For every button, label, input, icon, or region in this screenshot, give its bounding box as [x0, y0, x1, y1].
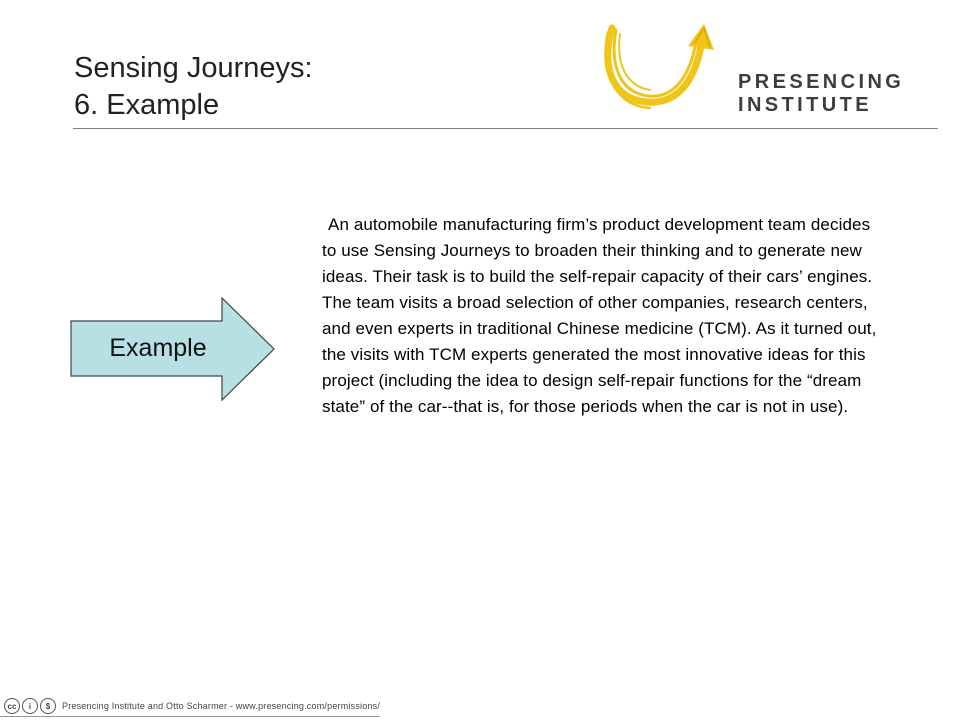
page-title-line-2: 6. Example	[74, 89, 220, 121]
presencing-logo-icon	[598, 20, 728, 115]
page-title-line-1: Sensing Journeys:	[74, 52, 313, 84]
license-icons	[4, 698, 56, 714]
logo-line-2: INSTITUTE	[738, 94, 872, 116]
example-arrow-label: Example	[109, 334, 207, 362]
footer-credit: Presencing Institute and Otto Scharmer - www.presencing.com/permissions/	[62, 701, 381, 711]
footer	[0, 695, 400, 717]
noncommercial-icon: $	[40, 698, 56, 714]
logo-line-1: PRESENCING	[738, 71, 905, 93]
page-title	[74, 50, 313, 124]
title-divider	[73, 128, 938, 129]
logo-wordmark	[738, 71, 904, 117]
example-description: An automobile manufacturing firm’s product development team decides to use Sensing Journeys to broaden their thinking and to generate new ideas. Their task is to build the self-repair capacity of their cars’ engines. The team visits a broad selection of other companies, research centers, and even experts in traditional Chinese medicine (TCM). As it turned out, the visits with TCM experts generated the most innovative ideas for this project (including the idea to design self-repair functions for the “dream state” of the car--that is, for those periods when the car is not in use).	[322, 215, 877, 416]
footer-divider	[0, 716, 380, 717]
attribution-icon: i	[22, 698, 38, 714]
cc-icon: cc	[4, 698, 20, 714]
